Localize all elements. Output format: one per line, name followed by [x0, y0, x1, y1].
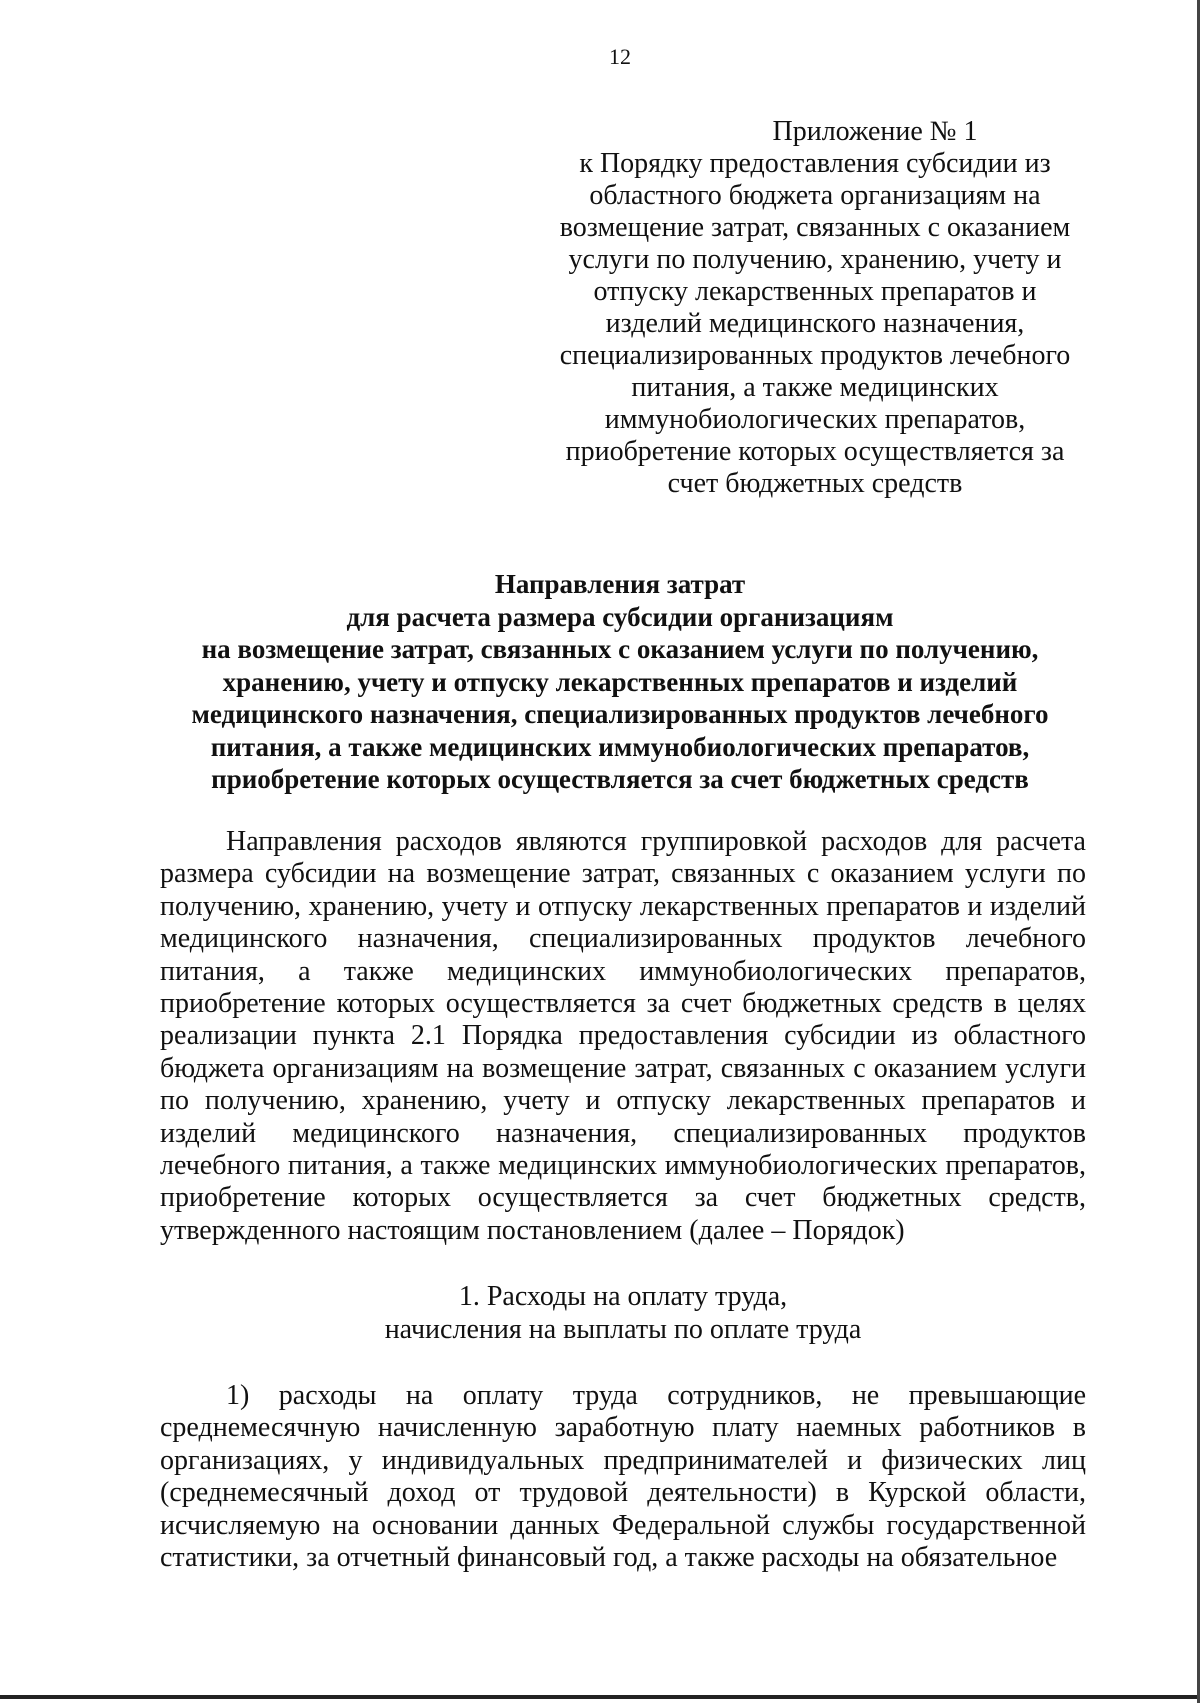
section-title-line: 1. Расходы на оплату труда, [458, 1281, 788, 1312]
heading-line: Направления затрат [494, 569, 746, 599]
appendix-title: Приложение № 1 [772, 116, 978, 147]
page-number: 12 [609, 44, 631, 69]
appendix-block [555, 116, 1075, 500]
intro-paragraph: Направления расходов являются группировкой расходов для расчета размера субсидии на возмещение затрат, связанных с оказанием услуги по получению, хранению, учету и отпуску лекарственных препаратов и изделий медицинского назначения, специализированных продуктов лечебного питания, а также медицинских иммунобиологических препаратов, приобретение которых осуществляется за счет бюджетных средств в целях реализации пункта 2.1 Порядка предоставления субсидии из областного бюджета организациям на возмещение затрат, связанных с оказанием услуги по получению, хранению, учету и отпуску лекарственных препаратов и изделий медицинского назначения, специализированных продуктов лечебного питания, а также медицинских иммунобиологических препаратов, приобретение которых осуществляется за счет бюджетных средств, утвержденного настоящим постановлением (далее – Порядок) [160, 826, 1086, 1246]
section-title [160, 1280, 1086, 1346]
heading-line: на возмещение затрат, связанных с оказанием услуги по получению, [201, 634, 1039, 664]
section-title-line: начисления на выплаты по оплате труда [384, 1314, 862, 1345]
heading-line: хранению, учету и отпуску лекарственных препаратов и изделий [222, 666, 1018, 697]
heading-line: для расчета размера субсидии организациям [346, 601, 894, 632]
scan-bottom-edge [0, 1695, 1200, 1699]
section-item-paragraph: 1) расходы на оплату труда сотрудников, не превышающие среднемесячную начисленную заработную плату наемных работников в организациях, у индивидуальных предпринимателей и физических лиц (среднемесячный доход от трудовой деятельности) в Курской области, исчисляемую на основании данных Федеральной службы государственной статистики, за отчетный финансовый год, а также расходы на обязательное [160, 1380, 1086, 1574]
heading-line: питания, а также медицинских иммунобиологических препаратов, [210, 731, 1030, 762]
appendix-text: к Порядку предоставления субсидии из областного бюджета организациям на возмещение затрат, связанных с оказанием услуги по получению, хранению, учету и отпуску лекарственных препаратов и изделий медицинского назначения, специализированных продуктов лечебного питания, а также медицинских иммунобиологических препаратов, приобретение которых осуществляется за счет бюджетных средств [559, 148, 1071, 499]
document-heading [150, 568, 1090, 796]
heading-line: медицинского назначения, специализированных продуктов лечебного [191, 699, 1049, 729]
heading-line: приобретение которых осуществляется за счет бюджетных средств [211, 764, 1029, 794]
